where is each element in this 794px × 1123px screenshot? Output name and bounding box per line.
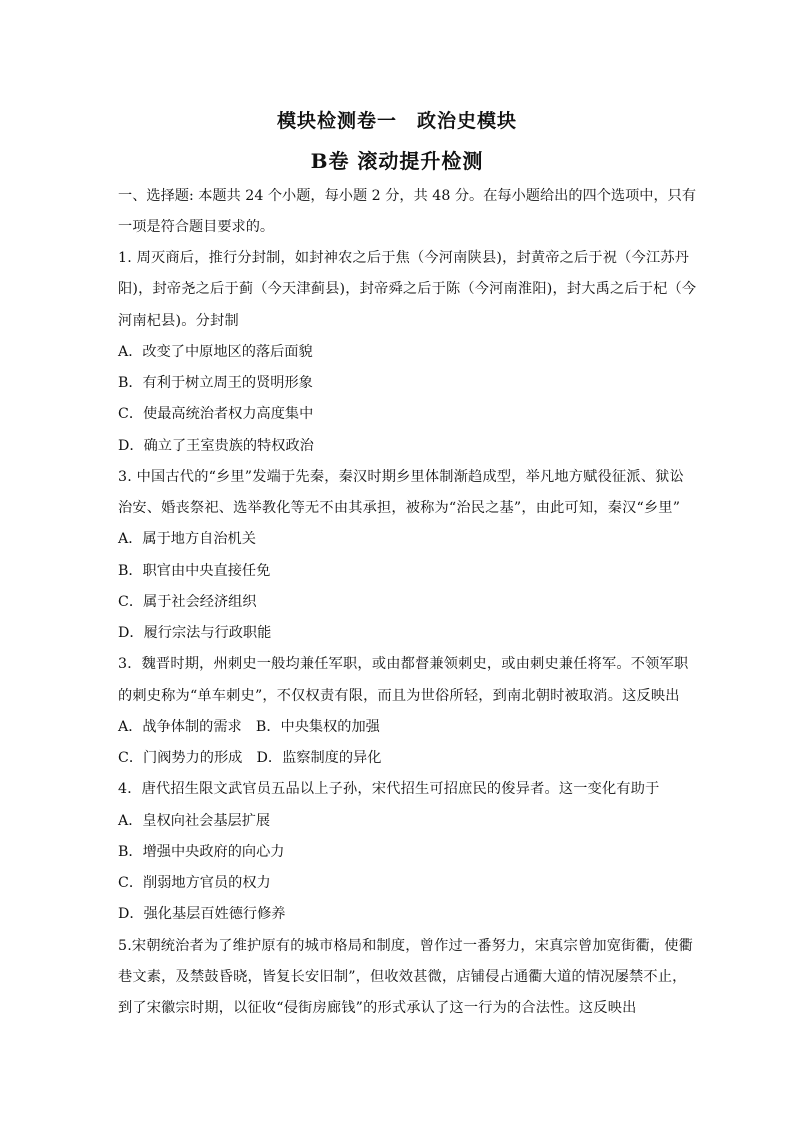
question-5-stem: 巷文素，及禁鼓昏晓，皆复长安旧制”，但收效甚微，店铺侵占通衢大道的情况屡禁不止，	[118, 969, 687, 985]
question-4-option-c: C．削弱地方官员的权力	[118, 875, 271, 891]
question-3-options-ab: A．战争体制的需求 B．中央集权的加强	[118, 719, 380, 735]
question-3-stem: 的刺史称为“单车刺史”，不仅权责有限，而且为世俗所轻，到南北朝时被取消。这反映出	[118, 688, 680, 704]
question-1-option-b: B．有利于树立周王的贤明形象	[118, 375, 313, 391]
question-4-option-b: B．增强中央政府的向心力	[118, 844, 285, 860]
question-2-option-b: B．职官由中央直接任免	[118, 563, 271, 579]
question-3-options-cd: C．门阀势力的形成 D．监察制度的异化	[118, 750, 382, 766]
question-2-stem: 治安、婚丧祭祀、选举教化等无不由其承担，被称为“治民之基”，由此可知，秦汉“乡里”	[118, 500, 681, 516]
question-2-option-a: A．属于地方自治机关	[118, 531, 256, 547]
question-1-option-d: D．确立了王室贵族的特权政治	[118, 438, 314, 454]
section-instruction-line: 一、选择题: 本题共 24 个小题，每小题 2 分，共 48 分。在每小题给出的四个选项中，只有	[118, 188, 697, 204]
question-1-stem: 阳)，封帝尧之后于蓟（今天津蓟县)，封帝舜之后于陈（今河南淮阳)，封大禹之后于杞（今	[118, 281, 697, 297]
page-title: 模块检测卷一 政治史模块	[276, 110, 517, 132]
question-4-option-a: A．皇权向社会基层扩展	[118, 813, 271, 829]
question-3-stem: 3．魏晋时期，州刺史一般均兼任军职，或由都督兼领刺史，或由刺史兼任将军。不领军职	[118, 656, 689, 672]
question-1-stem: 河南杞县)。分封制	[118, 313, 239, 329]
question-2-stem: 3. 中国古代的“乡里”发端于先秦，秦汉时期乡里体制渐趋成型，举凡地方赋役征派、狱讼	[118, 469, 684, 485]
section-instruction-line: 一项是符合题目要求的。	[118, 219, 275, 235]
question-5-stem: 5.宋朝统治者为了维护原有的城市格局和制度，曾作过一番努力，宋真宗曾加宽街衢，使衢	[118, 938, 694, 954]
question-2-option-d: D．履行宗法与行政职能	[118, 625, 272, 641]
question-2-option-c: C．属于社会经济组织	[118, 594, 257, 610]
question-5-stem: 到了宋徽宗时期，以征收“侵街房廊钱”的形式承认了这一行为的合法性。这反映出	[118, 1000, 637, 1016]
question-4-option-d: D．强化基层百姓德行修养	[118, 906, 286, 922]
page-subtitle: B卷 滚动提升检测	[310, 149, 484, 173]
question-1-stem: 1. 周灭商后，推行分封制，如封神农之后于焦（今河南陕县)，封黄帝之后于祝（今江苏丹	[118, 250, 690, 266]
question-4-stem: 4．唐代招生限文武官员五品以上子孙，宋代招生可招庶民的俊异者。这一变化有助于	[118, 781, 660, 797]
question-1-option-c: C．使最高统治者权力高度集中	[118, 406, 314, 422]
question-1-option-a: A．改变了中原地区的落后面貌	[118, 344, 313, 360]
